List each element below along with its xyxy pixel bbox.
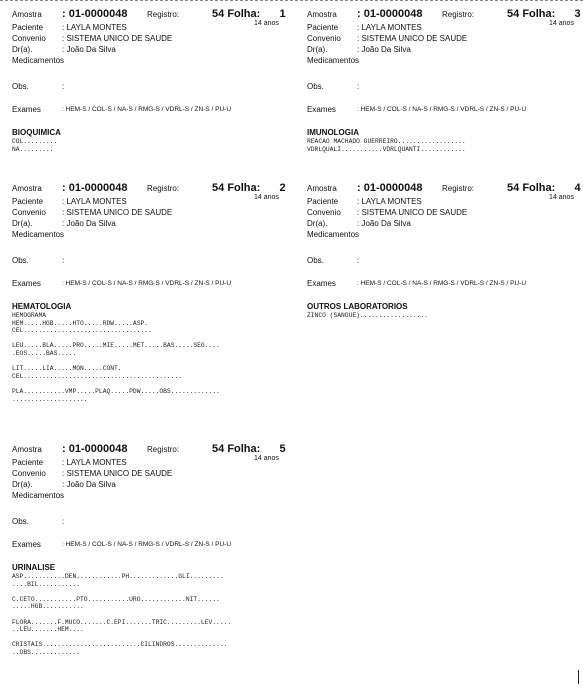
convenio-label: Convenio bbox=[12, 208, 46, 217]
folha-label: Folha: bbox=[227, 443, 261, 455]
registro-label: Registro: bbox=[442, 184, 475, 193]
patient-age: 14 anos bbox=[254, 194, 279, 201]
test-line: ASP...........DEN............PH.............GLI......... bbox=[12, 573, 224, 580]
exames-label: Exames bbox=[307, 279, 336, 288]
convenio-value: : SISTEMA UNICO DE SAUDE bbox=[357, 208, 468, 217]
amostra-label: Amostra bbox=[12, 184, 42, 193]
obs-value: : bbox=[357, 256, 360, 265]
obs-value: : bbox=[62, 517, 65, 526]
obs-value: : bbox=[62, 256, 65, 265]
paciente-value: : LAYLA MONTES bbox=[357, 197, 422, 206]
amostra-label: Amostra bbox=[12, 445, 42, 454]
exames-label: Exames bbox=[12, 540, 41, 549]
test-line: HEMOGRAMA bbox=[12, 312, 47, 319]
section-title: HEMATOLOGIA bbox=[12, 302, 72, 311]
obs-value: : bbox=[62, 82, 65, 91]
section-title: OUTROS LABORATORIOS bbox=[307, 302, 408, 311]
folha-label: Folha: bbox=[227, 182, 261, 194]
doctor-value: : João Da Silva bbox=[357, 219, 411, 228]
amostra-value: : 01-0000048 bbox=[62, 8, 128, 20]
folha-block bbox=[212, 182, 286, 194]
patient-age: 14 anos bbox=[254, 20, 279, 27]
exames-label: Exames bbox=[12, 279, 41, 288]
convenio-label: Convenio bbox=[12, 34, 46, 43]
doctor-value: : João Da Silva bbox=[62, 45, 116, 54]
obs-label: Obs. bbox=[307, 256, 324, 265]
registro-label: Registro: bbox=[147, 445, 180, 454]
test-line: NA......... bbox=[12, 145, 54, 153]
convenio-value: : SISTEMA UNICO DE SAUDE bbox=[62, 469, 173, 478]
registro-label: Registro: bbox=[442, 10, 475, 19]
registro-number: 54 bbox=[507, 182, 520, 194]
test-line: ..OBS............. bbox=[12, 649, 81, 656]
section-title: IMUNOLOGIA bbox=[307, 128, 359, 137]
paciente-value: : LAYLA MONTES bbox=[62, 458, 127, 467]
medicamentos-label: Medicamentos bbox=[307, 56, 360, 65]
lab-sheet-2 bbox=[12, 182, 297, 403]
registro-number: 54 bbox=[212, 443, 225, 455]
paciente-label: Paciente bbox=[12, 23, 44, 32]
doctor-value: : João Da Silva bbox=[357, 45, 411, 54]
exames-value: : HEM-S / COL-S / NA-S / RMG-S / VDRL-S / ZN-S / PU-U bbox=[62, 541, 232, 548]
test-line: ..LEU.......HEM.... bbox=[12, 626, 84, 634]
amostra-label: Amostra bbox=[307, 10, 337, 19]
exames-label: Exames bbox=[307, 105, 336, 114]
test-line: VDRLQUALI...........VDRLQUANTI............ bbox=[307, 145, 466, 153]
text-cursor bbox=[578, 670, 579, 684]
doctor-value: : João Da Silva bbox=[62, 480, 116, 489]
medicamentos-label: Medicamentos bbox=[12, 491, 65, 500]
test-line: REACAO MACHADO GUERREIRO.................. bbox=[307, 138, 466, 145]
registro-label: Registro: bbox=[147, 10, 180, 19]
folha-label: Folha: bbox=[522, 8, 556, 20]
convenio-label: Convenio bbox=[307, 34, 341, 43]
doctor-label: Dr(a). bbox=[12, 480, 33, 489]
convenio-label: Convenio bbox=[307, 208, 341, 217]
test-line: CRISTAIS..........................CILINDROS.............. bbox=[12, 641, 228, 649]
paciente-value: : LAYLA MONTES bbox=[357, 23, 422, 32]
obs-label: Obs. bbox=[307, 82, 324, 91]
convenio-label: Convenio bbox=[12, 469, 46, 478]
section-title: BIOQUIMICA bbox=[12, 128, 61, 137]
doctor-label: Dr(a). bbox=[12, 45, 33, 54]
paciente-label: Paciente bbox=[12, 458, 44, 467]
medicamentos-label: Medicamentos bbox=[12, 230, 65, 239]
test-line: LEU.....BLA.....PRO.....MIE.....MET.....BAS.....SEG.... bbox=[12, 342, 220, 350]
test-line: .EOS.....BAS..... bbox=[12, 350, 77, 357]
exames-label: Exames bbox=[12, 105, 41, 114]
folha-number: 4 bbox=[574, 182, 581, 194]
page-top-border bbox=[0, 0, 583, 1]
folha-block bbox=[507, 182, 581, 194]
folha-number: 5 bbox=[279, 443, 286, 455]
exames-value: : HEM-S / COL-S / NA-S / RMG-S / VDRL-S / ZN-S / PU-U bbox=[62, 106, 232, 113]
paciente-label: Paciente bbox=[12, 197, 44, 206]
paciente-label: Paciente bbox=[307, 23, 339, 32]
patient-age: 14 anos bbox=[254, 455, 279, 462]
obs-label: Obs. bbox=[12, 256, 29, 265]
folha-label: Folha: bbox=[227, 8, 261, 20]
patient-age: 14 anos bbox=[549, 194, 574, 201]
test-line: C.CETO...........PTO...........URO............NIT...... bbox=[12, 595, 220, 603]
registro-number: 54 bbox=[507, 8, 520, 20]
test-line: ZINCO (SANGUE).................. bbox=[307, 312, 428, 319]
exames-value: : HEM-S / COL-S / NA-S / RMG-S / VDRL-S / ZN-S / PU-U bbox=[62, 280, 232, 287]
lab-sheet-3 bbox=[307, 10, 583, 180]
exames-value: : HEM-S / COL-S / NA-S / RMG-S / VDRL-S / ZN-S / PU-U bbox=[357, 280, 527, 287]
patient-age: 14 anos bbox=[549, 20, 574, 27]
test-line: CEL.................................. bbox=[12, 327, 152, 335]
test-line: .................... bbox=[12, 395, 88, 403]
doctor-label: Dr(a). bbox=[307, 45, 328, 54]
medicamentos-label: Medicamentos bbox=[307, 230, 360, 239]
convenio-value: : SISTEMA UNICO DE SAUDE bbox=[62, 34, 173, 43]
registro-label: Registro: bbox=[147, 184, 180, 193]
lab-sheet-1 bbox=[12, 10, 297, 180]
test-line: COL......... bbox=[12, 138, 58, 145]
lab-sheet-4 bbox=[307, 184, 583, 354]
test-line: HEM.....HGB.....HTO.....RDW.....ASP. bbox=[12, 319, 149, 327]
folha-block bbox=[507, 8, 581, 20]
paciente-value: : LAYLA MONTES bbox=[62, 23, 127, 32]
folha-number: 2 bbox=[279, 182, 286, 194]
folha-block bbox=[212, 443, 286, 455]
doctor-label: Dr(a). bbox=[12, 219, 33, 228]
convenio-value: : SISTEMA UNICO DE SAUDE bbox=[62, 208, 173, 217]
amostra-value: : 01-0000048 bbox=[357, 182, 423, 194]
paciente-label: Paciente bbox=[307, 197, 339, 206]
amostra-label: Amostra bbox=[307, 184, 337, 193]
doctor-label: Dr(a). bbox=[307, 219, 328, 228]
test-line: PLA...........VMP.....PLAQ.....PDW.....OBS............. bbox=[12, 388, 220, 395]
lab-sheet-5 bbox=[12, 443, 297, 656]
folha-label: Folha: bbox=[522, 182, 556, 194]
test-line: ....BIL........... bbox=[12, 580, 81, 588]
amostra-label: Amostra bbox=[12, 10, 42, 19]
obs-value: : bbox=[357, 82, 360, 91]
medicamentos-label: Medicamentos bbox=[12, 56, 65, 65]
amostra-value: : 01-0000048 bbox=[357, 8, 423, 20]
registro-number: 54 bbox=[212, 8, 225, 20]
test-line: FLORA.......F.MUCO.......C.EPI.......TRIC.........LEV..... bbox=[12, 618, 232, 626]
exames-value: : HEM-S / COL-S / NA-S / RMG-S / VDRL-S / ZN-S / PU-U bbox=[357, 106, 527, 113]
amostra-value: : 01-0000048 bbox=[62, 182, 128, 194]
doctor-value: : João Da Silva bbox=[62, 219, 116, 228]
section-title: URINALISE bbox=[12, 563, 56, 572]
obs-label: Obs. bbox=[12, 82, 29, 91]
folha-block bbox=[212, 8, 286, 20]
convenio-value: : SISTEMA UNICO DE SAUDE bbox=[357, 34, 468, 43]
registro-number: 54 bbox=[212, 182, 225, 194]
folha-number: 3 bbox=[574, 8, 581, 20]
folha-number: 1 bbox=[279, 8, 286, 20]
test-line: LIT.....LIA.....MON.....CONT. bbox=[12, 365, 122, 373]
paciente-value: : LAYLA MONTES bbox=[62, 197, 127, 206]
amostra-value: : 01-0000048 bbox=[62, 443, 128, 455]
obs-label: Obs. bbox=[12, 517, 29, 526]
test-line: CEL.......................................... bbox=[12, 372, 183, 380]
test-line: .....HGB........... bbox=[12, 603, 84, 611]
